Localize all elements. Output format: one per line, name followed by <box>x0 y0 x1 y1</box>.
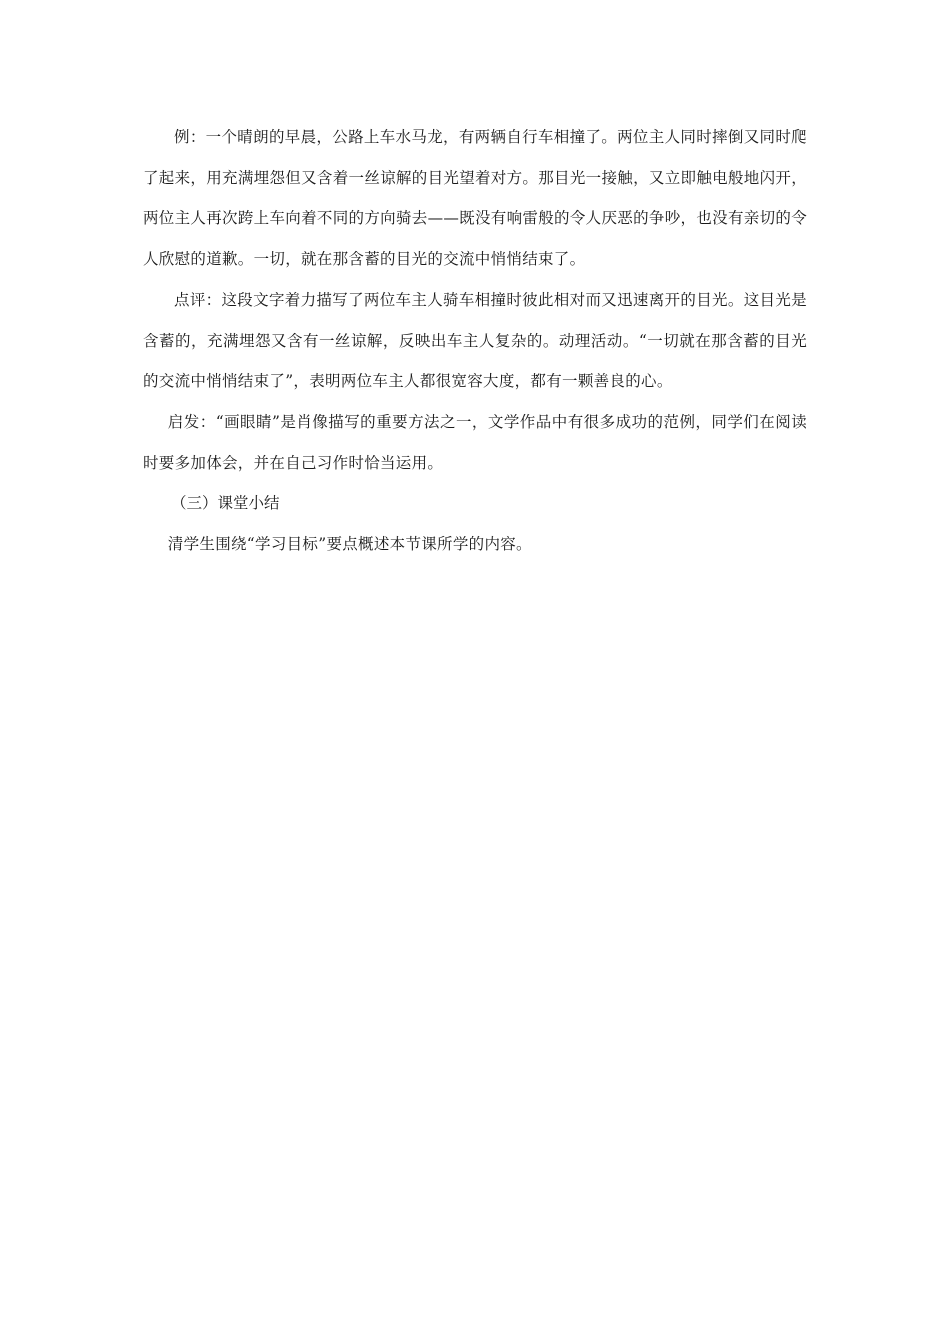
inspiration-paragraph: 启发：“画眼睛”是肖像描写的重要方法之一，文学作品中有很多成功的范例，同学们在阅读时要多加体会，并在自己习作时恰当运用。 <box>143 412 807 472</box>
document-body <box>143 117 807 565</box>
comment-paragraph: 点评：这段文字着力描写了两位车主人骑车相撞时彼此相对而又迅速离开的目光。这目光是含蓄的，充满埋怨又含有一丝谅解，反映出车主人复杂的。动理活动。“一切就在那含蓄的目光的交流中悄悄结束了”，表明两位车主人都很宽容大度，都有一颗善良的心。 <box>143 290 807 391</box>
example-paragraph: 例：一个晴朗的早晨，公路上车水马龙，有两辆自行车相撞了。两位主人同时摔倒又同时爬了起来，用充满埋怨但又含着一丝谅解的目光望着对方。那目光一接触，又立即触电般地闪开，两位主人再次跨上车向着不同的方向骑去——既没有响雷般的令人厌恶的争吵，也没有亲切的令人欣慰的道歉。一切，就在那含蓄的目光的交流中悄悄结束了。 <box>143 128 807 269</box>
section-heading: （三）课堂小结 <box>171 494 280 513</box>
closing-paragraph: 清学生围绕“学习目标”要点概述本节课所学的内容。 <box>167 535 532 554</box>
